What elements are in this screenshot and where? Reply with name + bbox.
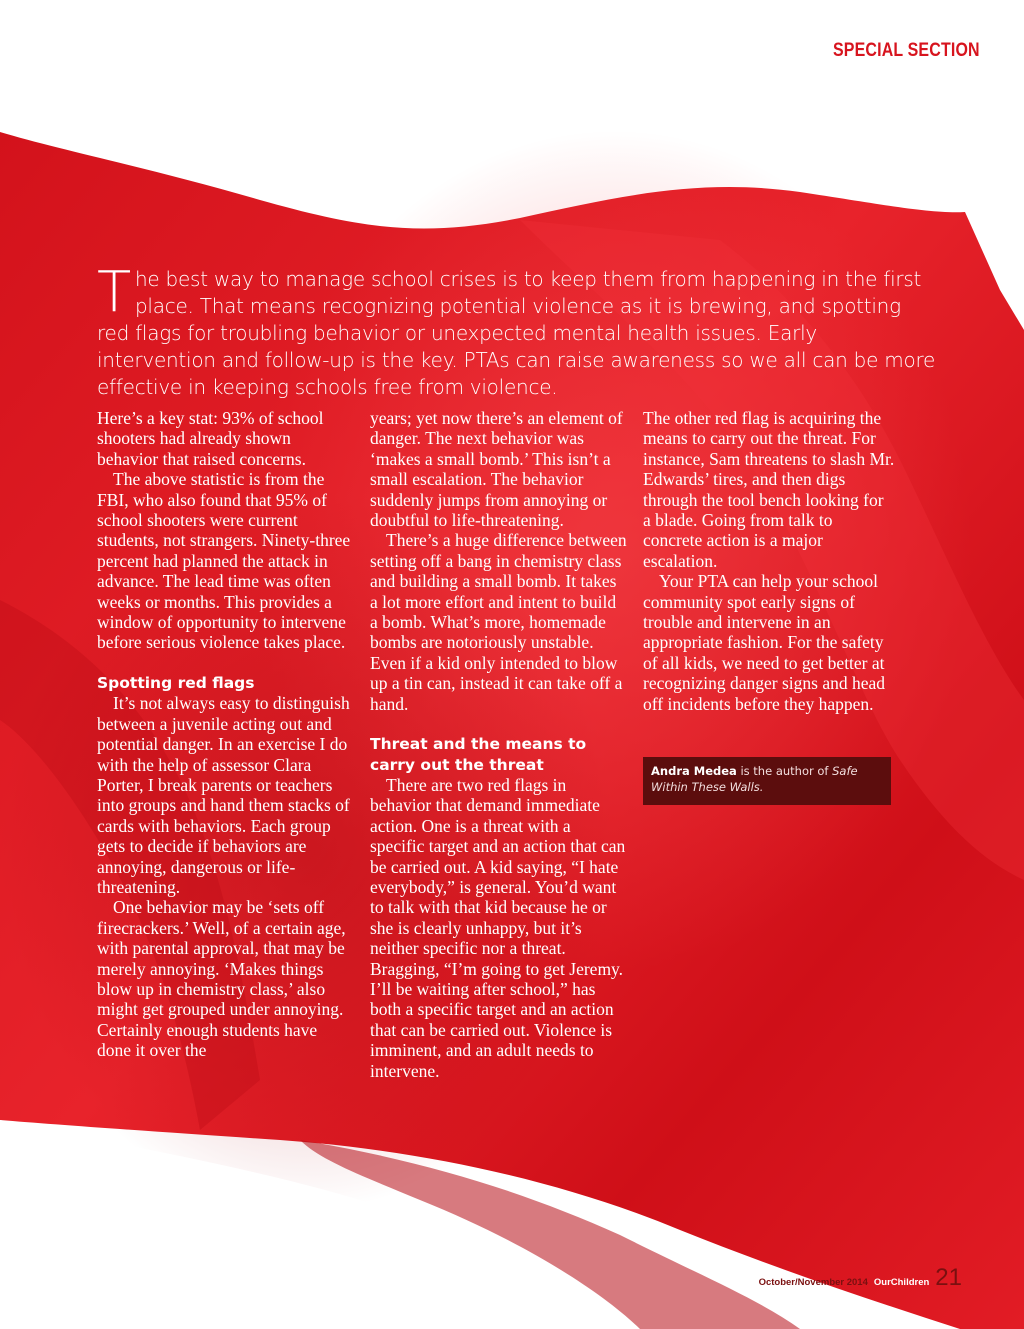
- issue-date: October/November 2014: [758, 1277, 868, 1288]
- article-column-3: [643, 408, 895, 714]
- paragraph: One behavior may be ‘sets off firecrackers.’ Well, of a certain age, with parental approval, that may be merely annoying. ‘Makes things blow up in chemistry class,’ also might get grouped under annoying. Certainly enough students have done it over the: [97, 897, 346, 1061]
- paragraph: There are two red flags in behavior that demand immediate action. One is a threat with a specific target and an action that can be carried out. A kid saying, “I hate everybody,” is general. You’d want to talk with that kid because he or she is clearly unhappy, but it’s neither specific nor a threat. Bragging, “I’m going to get Jeremy. I’ll be waiting after school,” has both a specific target and an action that can be carried out. Violence is imminent, and an adult needs to intervene.: [370, 774, 626, 1081]
- author-name: Andra Medea: [651, 764, 737, 778]
- article-column-1: [97, 408, 355, 1061]
- subheading-threat: Threat and the means to carry out the threat: [370, 735, 587, 774]
- page-number: 21: [935, 1264, 962, 1291]
- page-footer: [759, 1264, 962, 1292]
- paragraph: Here’s a key stat: 93% of school shooters had already shown behavior that raised concerns.: [97, 408, 324, 469]
- intro-paragraph: [97, 260, 937, 401]
- bio-text: is the author of: [740, 764, 829, 778]
- paragraph: The above statistic is from the FBI, who also found that 95% of school shooters were current students, not strangers. Ninety-three percent had planned the attack in advance. The lead time was often weeks or months. This provides a window of opportunity to intervene before serious violence takes place.: [97, 469, 351, 653]
- author-bio-box: [643, 757, 891, 805]
- paragraph: Your PTA can help your school community spot early signs of trouble and intervene in an appropriate fashion. For the safety of all kids, we need to get better at recognizing danger signs and head off incidents before they happen.: [643, 571, 886, 714]
- drop-cap: T: [97, 260, 131, 325]
- paragraph: years; yet now there’s an element of danger. The next behavior was ‘makes a small bomb.’ This isn’t a small escalation. The behavior suddenly jumps from annoying or doubtful to life-threatening.: [370, 408, 623, 531]
- paragraph: The other red flag is acquiring the means to carry out the threat. For instance, Sam threatens to slash Mr. Edwards’ tires, and then digs through the tool bench looking for a blade. Going from talk to concrete action is a major escalation.: [643, 408, 895, 571]
- paragraph: There’s a huge difference between setting off a bang in chemistry class and building a small bomb. It takes a lot more effort and intent to build a bomb. What’s more, homemade bombs are notoriously unstable. Even if a kid only intended to blow up a tin can, instead it can take off a hand.: [370, 530, 627, 714]
- subheading-spotting-red-flags: Spotting red flags: [97, 673, 255, 692]
- intro-text: he best way to manage school crises is to keep them from happening in the first place. That means recognizing potential violence as it is brewing, and spotting red flags for troubling behavior or unexpected mental health issues. Early intervention and follow-up is the key. PTAs can raise awareness so we all can be more effective in keeping schools free from violence.: [97, 267, 936, 399]
- magazine-name: OurChildren: [873, 1277, 930, 1288]
- paragraph: It’s not always easy to distinguish between a juvenile acting out and potential danger. In an exercise I do with the help of assessor Clara Porter, I break parents or teachers into groups and hand them stacks of cards with behaviors. Each group gets to decide if behaviors are annoying, dangerous or life-threatening.: [97, 693, 350, 897]
- book-title: Safe Within These Walls.: [651, 764, 858, 794]
- section-label: SPECIAL SECTION: [833, 40, 980, 61]
- article-column-2: [370, 408, 628, 1081]
